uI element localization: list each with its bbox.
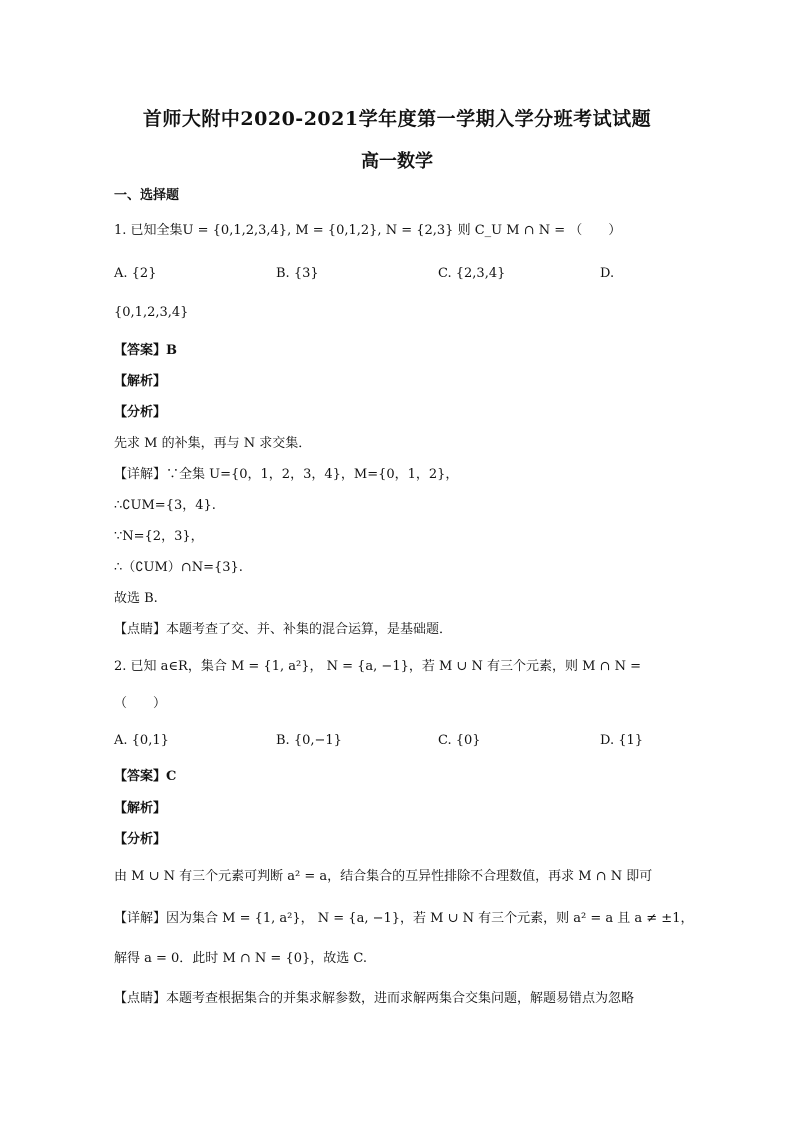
q1-fenxi: 先求 M 的补集，再与 N 求交集． [114,436,312,451]
q2-paren: （ ） [114,696,167,711]
q2-option-a: A. {0,1} [114,733,169,748]
q2-fenxi-tag: 【分析】 [114,832,167,847]
q2-analysis-tag: 【解析】 [114,801,167,816]
q2-stem: 2. 已知 a∈R，集合 M = {1, a²}， N = {a, −1}，若 M ∪ N 有三个元素，则 M ∩ N = [114,659,641,674]
q2-result: 解得 a = 0．此时 M ∩ N = {0}，故选 C. [114,951,368,966]
q1-choose: 故选 B. [114,591,158,606]
q1-option-b: B. {3} [276,266,319,281]
q1-step1: ∴∁UM={3，4}. [114,498,216,513]
exam-title: 首师大附中2020-2021学年度第一学期入学分班考试试题 [142,108,652,130]
q2-option-d: D. {1} [600,733,644,748]
q1-option-c: C. {2,3,4} [438,266,506,281]
q2-fenxi: 由 M ∪ N 有三个元素可判断 a² = a，结合集合的互异性排除不合理数值，再求 M ∩ N 即可 [114,869,653,884]
q1-detail: 【详解】∵全集 U={0，1，2，3，4}，M={0，1，2}， [114,467,459,482]
q1-fenxi-tag: 【分析】 [114,405,167,420]
q1-step2: ∵N={2，3}， [114,529,204,544]
q1-option-d-value: {0,1,2,3,4} [114,305,189,320]
q1-stem: 1. 已知全集U = {0,1,2,3,4}, M = {0,1,2}, N = {2,3} 则 C_U M ∩ N = （ ） [114,223,622,238]
q1-answer: 【答案】B [114,343,177,358]
q1-step3: ∴（∁UM）∩N={3}. [114,560,243,575]
q2-option-c: C. {0} [438,733,481,748]
q1-comment: 【点睛】本题考查了交、并、补集的混合运算，是基础题． [114,622,453,637]
section-heading: 一、选择题 [114,188,180,203]
q2-comment: 【点睛】本题考查根据集合的并集求解参数，进而求解两集合交集问题，解题易错点为忽略 [114,991,635,1006]
q1-option-a: A. {2} [114,266,157,281]
q1-option-d: D. [600,266,615,281]
exam-subtitle: 高一数学 [361,151,433,172]
q1-analysis-tag: 【解析】 [114,374,167,389]
q2-option-b: B. {0,−1} [276,733,342,748]
q2-detail: 【详解】因为集合 M = {1, a²}， N = {a, −1}，若 M ∪ N 有三个元素，则 a² = a 且 a ≠ ±1， [114,911,694,926]
q2-answer: 【答案】C [114,769,177,784]
